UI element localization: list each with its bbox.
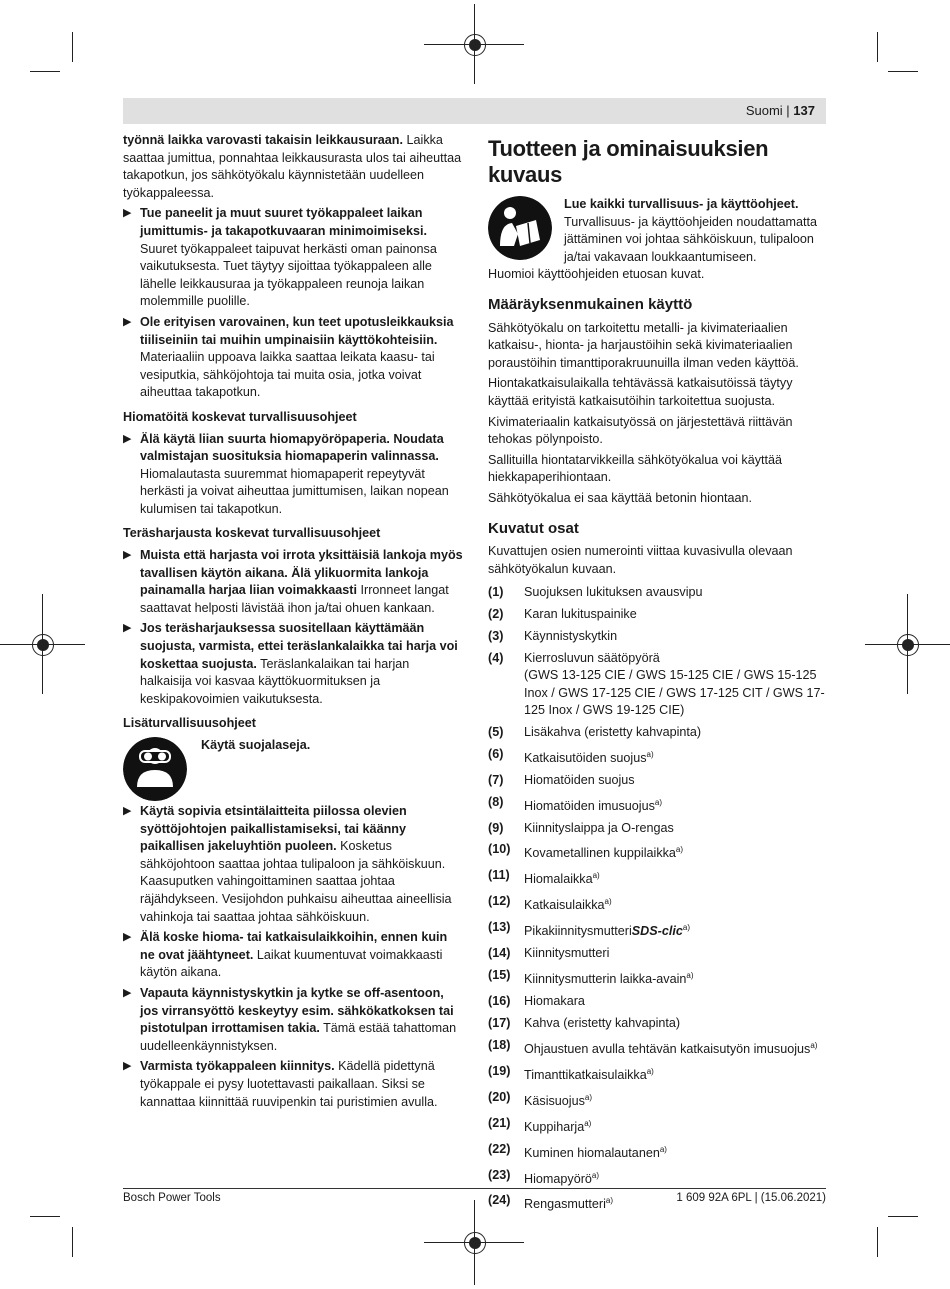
crop-mark [877,32,878,62]
part-label: Käynnistyskytkin [524,628,618,643]
section-heading: Määräyksenmukainen käyttö [488,295,693,313]
footnote-marker: a) [675,845,684,855]
body-text: Kädellä pidettynä työkappale ei pysy luotettavasti paikallaan. Siksi se kannattaa kiinnittää ruuvipenkin tai puristimien avulla. [140,1059,438,1109]
part-label: Käsisuojus$^{a)}$ [524,1092,593,1108]
safety-goggles-icon [123,737,187,801]
section-heading: Kuvatut osat [488,519,579,537]
parts-list-item [488,794,828,816]
paragraph: Hiontakatkaisulaikalla tehtävässä katkaisutöissä täytyy käyttää erityistä katkaisutöihin tarkoitettua suojusta. [488,376,793,408]
part-label: Rengasmutteri$^{a)}$ [524,1196,614,1212]
footnote-marker: a) [682,923,691,933]
parts-list-item [488,606,828,624]
body-text: Laikat kuumentuvat voimakkaasti käytön aikana. [140,947,443,980]
part-label: Katkaisutöiden suojus$^{a)}$ [524,749,654,766]
paragraph: Sähkötyökalu on tarkoitettu metalli- ja kivimateriaalien katkaisu-, hionta- ja harjaustöihin sekä kivimateriaalien poraustöihin timanttiporakruunuilla ilman veden käyttöä. [488,320,799,370]
part-number: (21) [488,1115,511,1130]
parts-list-item [488,724,828,742]
bullet-item [123,431,463,519]
bullet-triangle-icon: ▶ [123,622,132,635]
body-text: Turvallisuus- ja käyttöohjeiden noudattamatta jättäminen voi johtaa sähköiskuun, tulipaloon ja/tai vakavaan loukkaantumiseen. [564,214,817,264]
parts-list-item [488,628,828,646]
part-number: (14) [488,946,511,961]
bold-text: työnnä laikka varovasti takaisin leikkausuraan. [123,133,404,147]
body-text: Teräslankalaikan tai harjan halkaisija voi kasvaa käyttökuormituksen ja keskipakovoimien vaikutuksesta. [140,656,410,706]
paragraph: Kuvattujen osien numerointi viittaa kuvasivulla olevaan sähkötyökalun kuvaan. [488,544,793,576]
body-text: Laikka saattaa jumittua, ponnahtaa leikkausurasta ulos tai aiheuttaa takapotkun, jos sähkötyökalu käynnistetään uudelleen työkappaleessa. [123,133,462,200]
part-label: Kiinnityslaippa ja O-rengas [524,820,674,835]
footer-divider [123,1188,826,1189]
parts-list-item [488,1141,828,1163]
bullet-item [123,620,463,708]
footnote-marker: a) [584,1118,592,1128]
bold-text: Älä koske hioma- tai katkaisulaikkoihin, ennen kuin ne ovat jäähtyneet. [140,930,448,962]
footnote-marker: a) [646,1066,654,1076]
bold-text: Lue kaikki turvallisuus- ja käyttöohjeet. [564,197,799,211]
bullet-item [123,803,463,926]
paragraph [123,132,463,202]
part-label: Hiomatöiden suojus [524,772,635,787]
part-number: (1) [488,585,504,600]
part-number: (13) [488,920,511,935]
bullet-item [123,314,463,402]
parts-list-item [488,1115,828,1137]
parts-list-item [488,1167,828,1189]
registration-mark-icon [464,1232,486,1254]
bold-text: Tue paneelit ja muut suuret työkappaleet laikan jumittumis- ja takapotkuvaaran minimoimiseksi. [140,206,427,238]
part-number: (6) [488,746,504,761]
bullet-triangle-icon: ▶ [123,432,132,445]
bold-text: Varmista työkappaleen kiinnitys. [140,1059,335,1074]
part-number: (15) [488,968,511,983]
parts-list-item [488,1015,828,1033]
paragraph: Kivimateriaalin katkaisutyössä on järjestettävä riittävän tehokas pölynpoisto. [488,414,793,447]
bold-text: Vapauta käynnistyskytkin ja kytke se off-asentoon, jos virransyöttö keskeytyy esim. sähkökatkoksen tai pistotulpan irrottamisen takia. [140,985,454,1036]
part-number: (16) [488,994,511,1009]
bullet-triangle-icon: ▶ [123,315,132,328]
parts-list [488,584,828,1214]
bold-text: Jos teräsharjauksessa suositellaan käyttämään suojusta, varmista, ettei teräslankalaikka tai harja voi koskettaa suojusta. [140,621,458,671]
footnote-marker: a) [591,1170,600,1180]
bold-text: Käytä sopivia etsintälaitteita piilossa olevien syöttöjohtojen paikallistamiseksi, tai käänny paikallisen jakeluyhtiön puoleen. [140,804,407,854]
part-number: (20) [488,1089,511,1104]
footer-doc-id: 1 609 92A 6PL | (15.06.2021) [676,1192,826,1204]
page-header: Suomi | 137 [745,103,815,118]
bullet-triangle-icon: ▶ [123,805,132,817]
footnote-marker: a) [654,797,663,807]
parts-list-item [488,1037,828,1059]
parts-list-item [488,746,828,768]
footnote-marker: a) [686,971,694,981]
part-number: (18) [488,1037,511,1052]
parts-list-item [488,584,828,602]
part-label: Hiomapyörö$^{a)}$ [524,1170,600,1186]
part-number: (4) [488,650,504,665]
body-text: Suuret työkappaleet taipuvat herkästi oman painonsa vaikutuksesta. Tuet täytyy sijoittaa työkappaleen alle lähelle leikkausuraa ja työkappaleen reunoja laikan molemmille puolille. [140,241,437,309]
parts-list-item [488,772,828,790]
footer-brand: Bosch Power Tools [123,1192,221,1204]
bullet-triangle-icon: ▶ [123,207,132,220]
paragraph: Sallituilla hiontatarvikkeilla sähkötyökalua voi käyttää hiekkapaperihiontaan. [488,452,783,485]
body-text: Kosketus sähköjohtoon saattaa johtaa tulipaloon ja sähköiskuun. Kaasuputken vahingoittaminen saattaa johtaa räjähdykseen. Vesijohdon puhkaisu aiheuttaa aineellisia vahinkoja tai saattaa johtaa sähköiskuun. [140,839,452,924]
right-column [488,132,828,1218]
parts-list-item [488,945,828,963]
parts-list-item [488,650,828,720]
body-text: Tämä estää tahattoman uudelleenkäynnistyksen. [140,1021,457,1053]
bullet-triangle-icon: ▶ [123,549,132,562]
footnote-marker: a) [659,1144,667,1154]
left-column [123,132,463,1114]
bullet-triangle-icon: ▶ [123,1060,132,1073]
part-label: Kuminen hiomalautanen$^{a)}$ [524,1144,667,1160]
goggles-notice [123,737,463,803]
parts-list-item [488,867,828,889]
parts-list-item [488,919,828,941]
registration-mark-icon [464,34,486,56]
parts-list-item [488,967,828,989]
header-language: Suomi [745,103,783,118]
part-number: (10) [488,842,511,857]
part-label: Kovametallinen kuppilaikka$^{a)}$ [524,845,684,861]
body-text: Irronneet langat saattavat helposti lävistää ihon ja/tai ohuen kankaan. [140,583,449,615]
bullet-item [123,929,463,982]
read-manual-notice [488,196,828,266]
section-subheading: Lisäturvallisuusohjeet [123,716,256,731]
read-manual-icon [488,196,552,260]
crop-mark [30,1216,60,1217]
page-number: 137 [793,103,815,118]
bold-text: Älä käytä liian suurta hiomapyöröpaperia. Noudata valmistajan suosituksia hiomapaperin valinnassa. [140,431,444,464]
parts-list-item [488,841,828,863]
footnote-marker: a) [584,1092,593,1102]
part-number: (12) [488,894,511,909]
section-subheading: Teräsharjausta koskevat turvallisuusohjeet [123,526,381,541]
bullet-triangle-icon: ▶ [123,931,132,944]
crop-mark [72,32,73,62]
crop-mark [888,71,918,72]
parts-list-item [488,1063,828,1085]
part-label: Hiomakara [524,994,585,1009]
registration-mark-icon [32,634,54,656]
section-subheading: Hiomatöitä koskevat turvallisuusohjeet [123,409,357,424]
bullet-triangle-icon: ▶ [123,986,132,999]
part-models: (GWS 13-125 CIE / GWS 15-125 CIE / GWS 15-125 Inox / GWS 17-125 CIE / GWS 17-125 CIT / GWS 17-125 Inox / GWS 19-125 CIE) [524,668,825,718]
part-number: (19) [488,1063,511,1078]
crop-mark [888,1216,918,1217]
part-label: Kuppiharja$^{a)}$ [524,1118,592,1134]
part-number: (11) [488,868,510,883]
part-label: Kierrosluvun säätöpyörä (GWS 13-125 CIE / GWS 15-125 CIE / GWS 15-125 Inox / GWS 17-125 CIE / GWS 17-125 CIT / GWS 17-125 Inox / GWS 19-125 CIE) [524,650,828,720]
part-number: (22) [488,1141,511,1156]
paragraph: Sähkötyökalua ei saa käyttää betonin hiontaan. [488,490,752,505]
bold-text: Ole erityisen varovainen, kun teet upotusleikkauksia tiiliseiniin tai muihin umpinaisiin käyttökohteisiin. [140,314,454,347]
footnote-marker: a) [605,1196,614,1206]
section-title: Tuotteen ja ominaisuuksien kuvaus [488,136,769,187]
part-label: Timanttikatkaisulaikka$^{a)}$ [524,1066,654,1082]
part-number: (2) [488,607,504,622]
bold-text: Muista että harjasta voi irrota yksittäisiä lankoja myös tavallisen käytön aikana. Älä ylikuormita lankoja painamalla harjaa liian voimakkaasti [140,548,463,598]
parts-list-item [488,820,828,838]
bullet-item [123,547,463,617]
crop-mark [72,1227,73,1257]
footnote-marker: a) [592,871,600,881]
parts-list-item [488,993,828,1011]
footnote-marker: a) [646,749,654,759]
part-number: (5) [488,725,504,740]
part-label: PikakiinnitysmutteriSDS-clic$^{a)}$ [524,923,691,939]
part-number: (7) [488,772,504,787]
part-number: (9) [488,820,504,835]
part-label: Kahva (eristetty kahvapinta) [524,1015,681,1030]
part-label: Karan lukituspainike [524,607,637,622]
sds-clic-logo: SDS-clic [631,924,683,939]
crop-mark [877,1227,878,1257]
part-label: Lisäkahva (eristetty kahvapinta) [524,725,702,740]
part-label: Ohjaustuen avulla tehtävän katkaisutyön imusuojus$^{a)}$ [524,1040,818,1056]
body-text: Materiaaliin uppoava laikka saattaa leikata kaasu- tai vesiputkia, sähköjohtoja tai muita osia, jotka voivat aiheuttaa takapotkun. [140,350,435,400]
registration-mark-icon [897,634,919,656]
goggles-text: Käytä suojalaseja. [201,738,311,752]
footnote-marker: a) [604,897,612,907]
body-text: Hiomalautasta suuremmat hiomapaperit repeytyvät herkästi ja voivat aiheuttaa jumittumisen, laikan nopean kulumisen tai takapotkun. [140,466,449,516]
parts-list-item [488,1089,828,1111]
part-label: Katkaisulaikka$^{a)}$ [524,897,612,913]
part-number: (8) [488,794,504,809]
fold-note: Huomioi käyttöohjeiden etuosan kuvat. [488,267,705,282]
crop-mark [30,71,60,72]
part-label: Hiomalaikka$^{a)}$ [524,871,600,887]
part-number: (23) [488,1167,511,1182]
bullet-item [123,985,463,1055]
parts-list-item [488,893,828,915]
part-number: (24) [488,1193,511,1208]
part-label: Kiinnitysmutterin laikka-avain$^{a)}$ [524,971,694,987]
part-label: Kiinnitysmutteri [524,946,610,961]
part-label: Hiomatöiden imusuojus$^{a)}$ [524,797,663,813]
part-number: (3) [488,628,504,643]
part-label: Suojuksen lukituksen avausvipu [524,585,703,600]
bullet-item [123,205,463,311]
header-bar [123,98,826,124]
part-number: (17) [488,1015,511,1030]
bullet-item [123,1058,463,1111]
footnote-marker: a) [810,1040,818,1050]
